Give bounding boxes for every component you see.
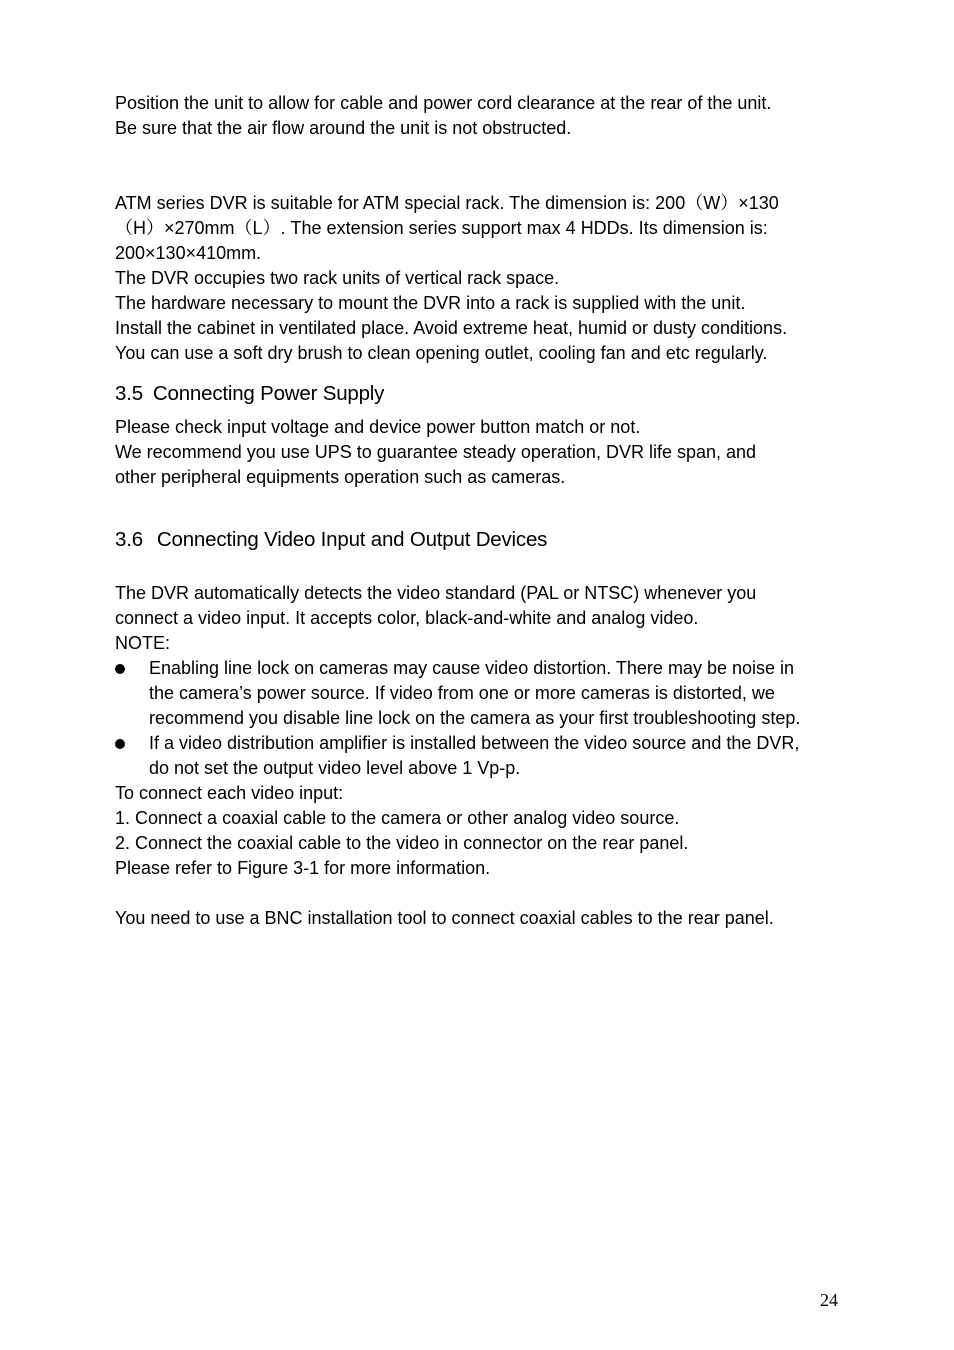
step-item: 1. Connect a coaxial cable to the camera or other analog video source. xyxy=(115,808,680,828)
text-line: You can use a soft dry brush to clean opening outlet, cooling fan and etc regularly. xyxy=(115,343,768,363)
bullet-icon xyxy=(115,664,125,674)
text-line: 200×130×410mm. xyxy=(115,243,262,263)
note-bullet-amplifier xyxy=(115,731,885,781)
bnc-tool-note: You need to use a BNC installation tool to connect coaxial cables to the rear panel. xyxy=(115,908,774,928)
note-label: NOTE: xyxy=(115,633,171,653)
section-title: Connecting Video Input and Output Devices xyxy=(156,528,548,551)
text-line: Enabling line lock on cameras may cause video distortion. There may be noise in xyxy=(149,658,795,678)
intro-paragraph xyxy=(115,91,885,141)
text-line: （H）×270mm（L）. The extension series support max 4 HDDs. Its dimension is: xyxy=(115,218,768,238)
text-line: do not set the output video level above 1 Vp-p. xyxy=(149,758,521,778)
bullet-icon xyxy=(115,739,125,749)
text-line: Position the unit to allow for cable and power cord clearance at the rear of the unit. xyxy=(115,93,772,113)
steps-intro: To connect each video input: xyxy=(115,783,344,803)
step-item: 2. Connect the coaxial cable to the video in connector on the rear panel. xyxy=(115,833,689,853)
text-line: We recommend you use UPS to guarantee steady operation, DVR life span, and xyxy=(115,442,757,462)
section-number: 3.6 xyxy=(115,528,143,551)
spacer xyxy=(115,166,885,191)
connection-steps xyxy=(115,781,885,881)
text-line: The DVR automatically detects the video standard (PAL or NTSC) whenever you xyxy=(115,583,757,603)
text-line: ATM series DVR is suitable for ATM special rack. The dimension is: 200（W）×130 xyxy=(115,193,779,213)
text-line: Install the cabinet in ventilated place. Avoid extreme heat, humid or dusty conditions. xyxy=(115,318,788,338)
section-heading-video-devices xyxy=(115,526,885,554)
section-number: 3.5 xyxy=(115,382,143,405)
text-line: Please check input voltage and device power button match or not. xyxy=(115,417,641,437)
spacer xyxy=(115,881,885,906)
page-number: 24 xyxy=(820,1290,838,1310)
text-line: Be sure that the air flow around the unit is not obstructed. xyxy=(115,118,572,138)
text-line: recommend you disable line lock on the camera as your first troubleshooting step. xyxy=(149,708,801,728)
figure-reference: Please refer to Figure 3-1 for more information. xyxy=(115,858,491,878)
rack-paragraph xyxy=(115,191,885,366)
text-line: The DVR occupies two rack units of vertical rack space. xyxy=(115,268,560,288)
spacer xyxy=(115,561,885,581)
text-line: connect a video input. It accepts color, black-and-white and analog video. xyxy=(115,608,699,628)
text-line: other peripheral equipments operation such as cameras. xyxy=(115,467,566,487)
spacer xyxy=(115,141,885,166)
text-line: the camera’s power source. If video from one or more cameras is distorted, we xyxy=(149,683,775,703)
text-line: The hardware necessary to mount the DVR into a rack is supplied with the unit. xyxy=(115,293,746,313)
section-title: Connecting Power Supply xyxy=(152,382,385,405)
note-bullet-line-lock xyxy=(115,656,885,731)
page-content xyxy=(115,91,885,931)
video-input-paragraph xyxy=(115,581,885,656)
section-heading-power-supply xyxy=(115,380,885,408)
text-line: If a video distribution amplifier is installed between the video source and the DVR, xyxy=(149,733,800,753)
power-supply-paragraph xyxy=(115,415,885,490)
